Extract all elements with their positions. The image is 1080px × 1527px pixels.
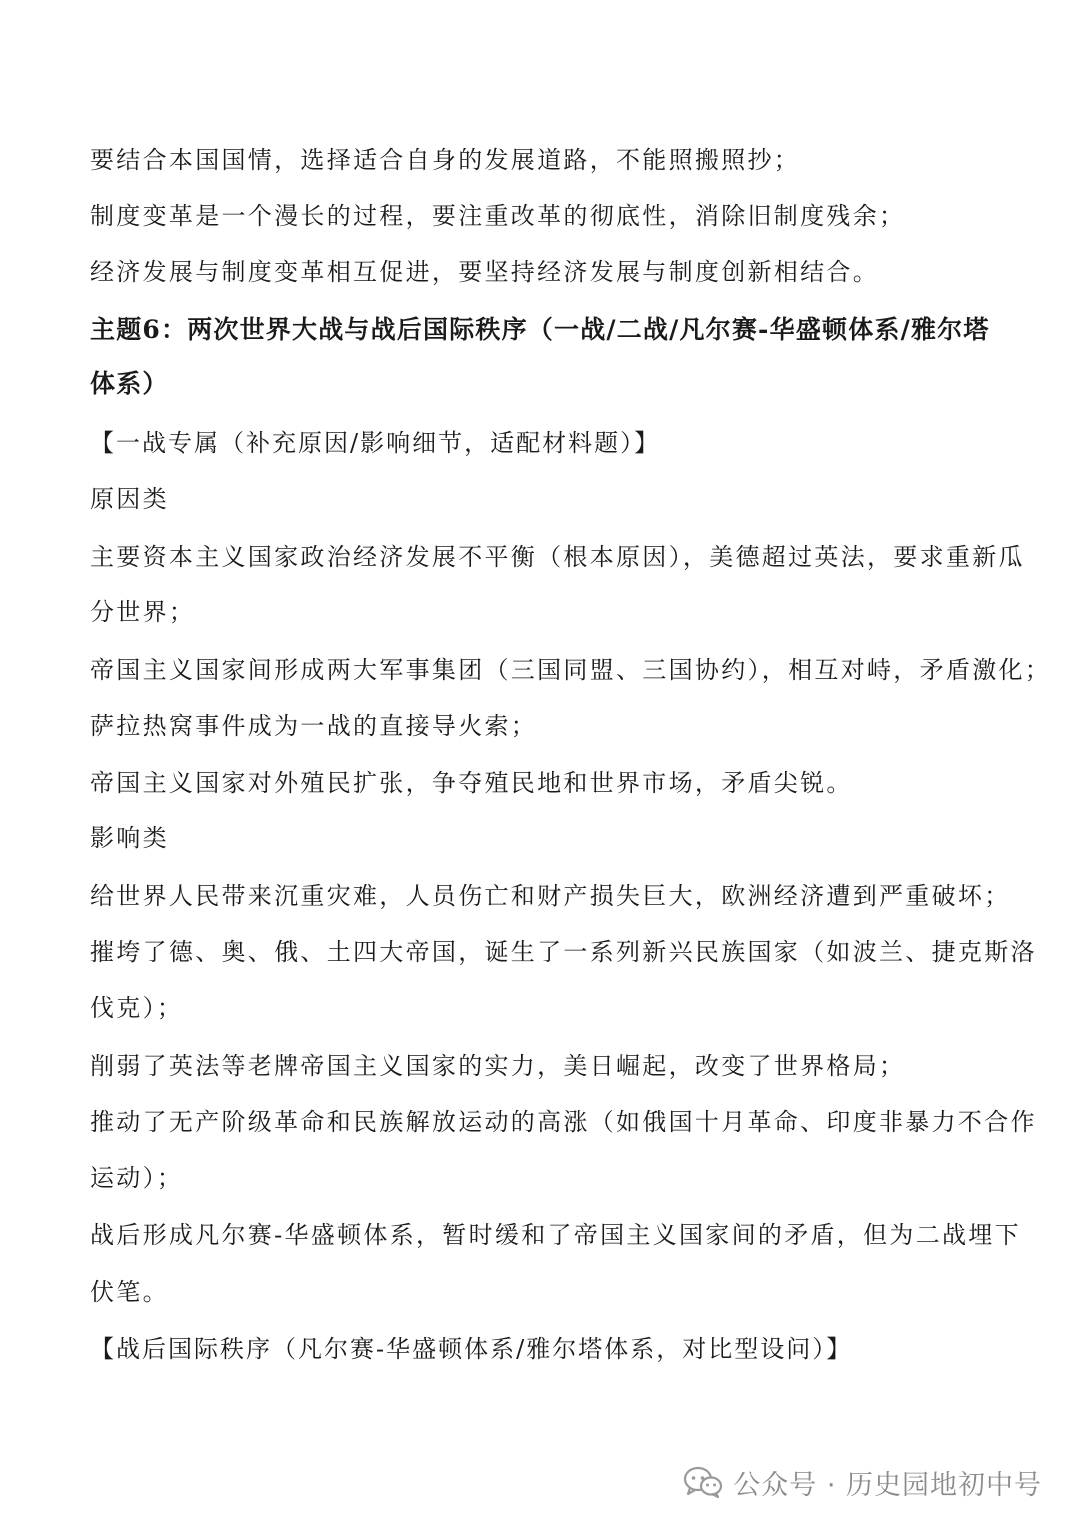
text-line: 伏笔。	[90, 1278, 169, 1306]
watermark-text: 公众号 · 历史园地初中号	[733, 1469, 1042, 1501]
text-line: 推动了无产阶级革命和民族解放运动的高涨（如俄国十月革命、印度非暴力不合作	[90, 1108, 1037, 1136]
text-line: 要结合本国国情，选择适合自身的发展道路，不能照搬照抄；	[90, 146, 801, 174]
subsection-title: 【战后国际秩序（凡尔赛-华盛顿体系/雅尔塔体系，对比型设问）】	[90, 1335, 853, 1363]
text-line: 战后形成凡尔赛-华盛顿体系，暂时缓和了帝国主义国家间的矛盾，但为二战埋下	[90, 1221, 1021, 1249]
text-line: 制度变革是一个漫长的过程，要注重改革的彻底性，消除旧制度残余；	[90, 202, 906, 230]
category-label: 影响类	[90, 824, 169, 852]
text-line: 经济发展与制度变革相互促进，要坚持经济发展与制度创新相结合。	[90, 258, 879, 286]
text-line: 萨拉热窝事件成为一战的直接导火索；	[90, 712, 538, 740]
category-label: 原因类	[90, 485, 169, 513]
text-line: 给世界人民带来沉重灾难，人员伤亡和财产损失巨大，欧洲经济遭到严重破坏；	[90, 882, 1011, 910]
section-heading: 主题6：两次世界大战与战后国际秩序（一战/二战/凡尔赛-华盛顿体系/雅尔塔	[90, 315, 990, 344]
text-line: 分世界；	[90, 598, 196, 626]
text-line: 摧垮了德、奥、俄、土四大帝国，诞生了一系列新兴民族国家（如波兰、捷克斯洛	[90, 938, 1037, 966]
text-line: 帝国主义国家间形成两大军事集团（三国同盟、三国协约），相互对峙，矛盾激化；	[90, 656, 1052, 684]
subsection-title: 【一战专属（补充原因/影响细节，适配材料题）】	[90, 429, 661, 457]
text-line: 运动）；	[90, 1164, 184, 1192]
text-line: 主要资本主义国家政治经济发展不平衡（根本原因），美德超过英法，要求重新瓜	[90, 543, 1025, 571]
text-line: 伐克）；	[90, 994, 184, 1022]
wechat-icon	[683, 1466, 723, 1498]
section-heading-continued: 体系）	[90, 369, 169, 398]
watermark	[683, 1462, 1042, 1502]
text-line: 帝国主义国家对外殖民扩张，争夺殖民地和世界市场，矛盾尖锐。	[90, 769, 853, 797]
text-line: 削弱了英法等老牌帝国主义国家的实力，美日崛起，改变了世界格局；	[90, 1052, 906, 1080]
